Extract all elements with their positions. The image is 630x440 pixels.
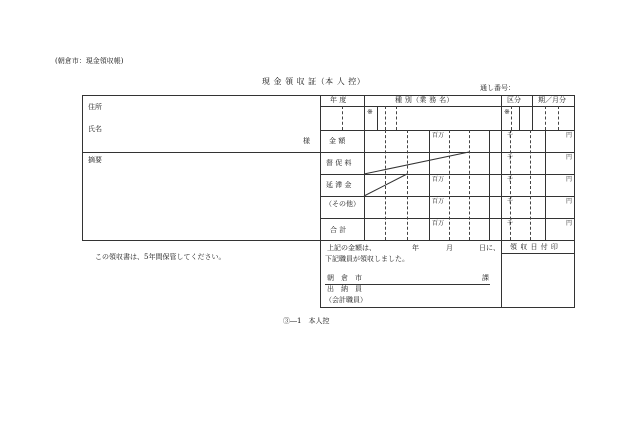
row-label-reminder-fee: 督 促 料 bbox=[326, 159, 352, 167]
remarks-label: 摘要 bbox=[88, 156, 102, 164]
retention-note: この領収書は、5年間保管してください。 bbox=[95, 253, 226, 261]
header-year: 年 度 bbox=[330, 96, 347, 104]
ledger-note: (朝倉市：現金領収帳) bbox=[55, 57, 124, 65]
unit-yen: 円 bbox=[566, 198, 573, 205]
unit-thousand: 千 bbox=[507, 176, 514, 183]
row-label-late-charge: 延 滞 金 bbox=[326, 181, 352, 189]
header-division: 区分 bbox=[507, 96, 521, 104]
unit-thousand: 千 bbox=[507, 154, 514, 161]
division-code-mark: ※ bbox=[504, 108, 510, 116]
page-title: 現 金 領 収 証（本 人 控） bbox=[262, 77, 366, 86]
statement-year: 年 bbox=[412, 244, 419, 252]
header-category: 種 別（業 務 名） bbox=[395, 96, 454, 104]
form-code: ③―1 本人控 bbox=[283, 317, 330, 325]
unit-yen: 円 bbox=[566, 220, 573, 227]
date-stamp-area bbox=[502, 254, 574, 307]
statement-day: 日に、 bbox=[479, 244, 500, 252]
row-label-amount: 金 額 bbox=[329, 137, 346, 145]
unit-yen: 円 bbox=[566, 176, 573, 183]
row-label-total: 合 計 bbox=[330, 226, 347, 234]
accounting-staff-label: （会計職員） bbox=[325, 296, 367, 304]
city-label: 朝 倉 市 bbox=[327, 274, 362, 282]
statement-month: 月 bbox=[446, 244, 453, 252]
header-period: 期／月分 bbox=[538, 96, 566, 104]
serial-number-label: 通し番号： bbox=[480, 84, 515, 92]
cashier-label: 出 納 員 bbox=[327, 285, 362, 293]
unit-million: 百万 bbox=[432, 176, 445, 183]
code-mark: ※ bbox=[367, 108, 373, 116]
unit-thousand: 千 bbox=[507, 198, 514, 205]
unit-thousand: 千 bbox=[507, 132, 514, 139]
stamp-box-label: 領 収 日 付 印 bbox=[510, 243, 559, 251]
statement-line2: 下記職員が領収しました。 bbox=[325, 255, 409, 263]
unit-yen: 円 bbox=[566, 154, 573, 161]
section-label: 課 bbox=[482, 274, 489, 282]
unit-million: 百万 bbox=[432, 132, 445, 139]
address-label: 住所 bbox=[88, 103, 102, 111]
statement-prefix: 上記の金額は、 bbox=[327, 244, 376, 252]
honorific-label: 様 bbox=[303, 137, 310, 145]
name-label: 氏名 bbox=[88, 125, 102, 133]
unit-thousand: 千 bbox=[507, 220, 514, 227]
unit-million: 百万 bbox=[432, 220, 445, 227]
row-label-other: （その他） bbox=[325, 200, 360, 208]
unit-million: 百万 bbox=[432, 198, 445, 205]
unit-yen: 円 bbox=[566, 132, 573, 139]
